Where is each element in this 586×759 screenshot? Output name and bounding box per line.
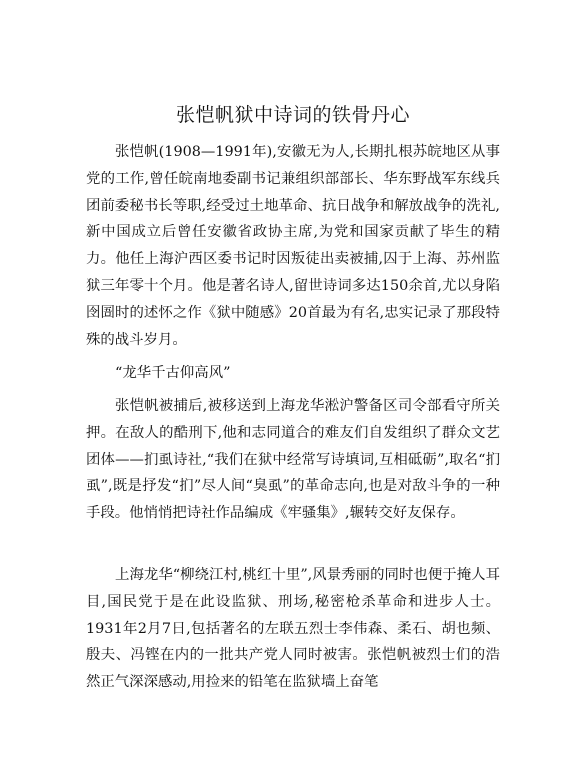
paragraph-intro: 张恺帆(1908—1991年),安徽无为人,长期扎根苏皖地区从事党的工作,曾任皖南地委副书记兼组织部部长、华东野战军东线兵团前委秘书长等职,经受过土地革命、抗日战争和解放战争的洗礼,新中国成立后曾任安徽省政协主席,为党和国家贡献了毕生的精力。他任上海沪西区委书记时因叛徒出卖被捕,囚于上海、苏州监狱三年零十个月。他是著名诗人,留世诗词多达150余首,尤以身陷囹圄时的述怀之作《狱中随感》20首最为有名,忠实记录了那段特殊的战斗岁月。 <box>86 144 500 348</box>
section-subheading: “龙华千古仰高风” <box>115 365 231 381</box>
paragraph-longhua: 上海龙华“柳绕江村,桃红十里”,风景秀丽的同时也便于掩人耳目,国民党于是在此设监狱、刑场,秘密枪杀革命和进步人士。1931年2月7日,包括著名的左联五烈士李伟森、柔石、胡也频、殷夫、冯铿在内的一批共产党人同时被害。张恺帆被烈士们的浩然正气深深感动,用捡来的铅笔在监狱墙上奋笔 <box>86 567 500 691</box>
paragraph-arrest: 张恺帆被捕后,被移送到上海龙华淞沪警备区司令部看守所关押。在敌人的酷刑下,他和志同道合的难友们自发组织了群众文艺团体——扪虱诗社,“我们在狱中经常写诗填词,互相砥砺”,取名“扪虱”,既是抒发“扪”尽人间“臭虱”的革命志向,也是对敌斗争的一种手段。他悄悄把诗社作品编成《牢骚集》,辗转交好友保存。 <box>86 398 500 522</box>
article-title: 张恺帆狱中诗词的铁骨丹心 <box>175 104 410 126</box>
